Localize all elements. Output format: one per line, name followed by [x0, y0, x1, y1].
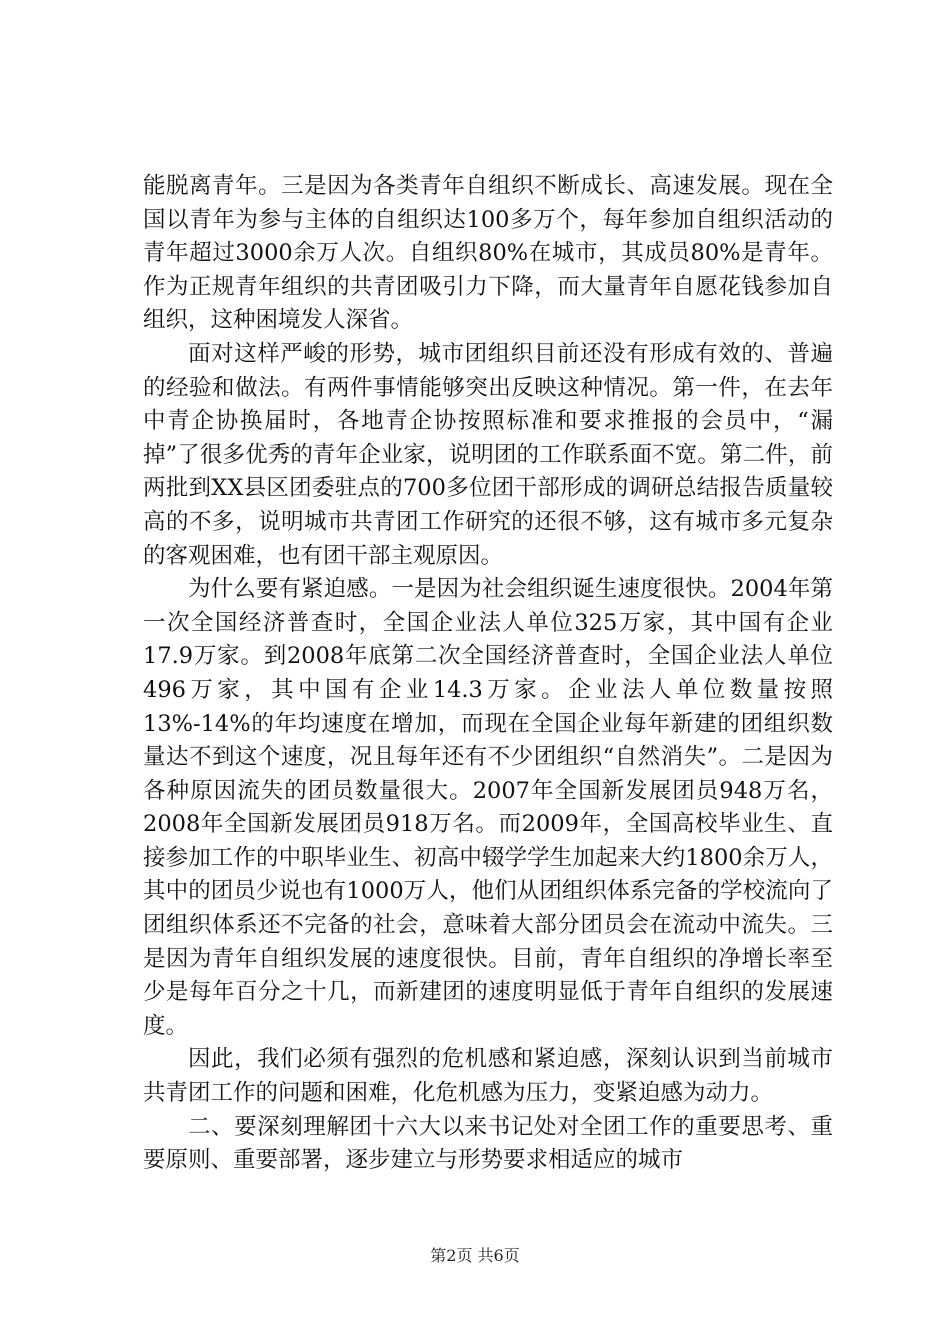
paragraph-continuation: 能脱离青年。三是因为各类青年自组织不断成长、高速发展。现在全国以青年为参与主体的自组织达100多万个，每年参加自组织活动的青年超过3000余万人次。自组织80%在城市，其成员80%是青年。作为正规青年组织的共青团吸引力下降，而大量青年自愿花钱参加自组织，这种困境发人深省。	[143, 173, 833, 334]
paragraph-conclusion: 因此，我们必须有强烈的危机感和紧迫感，深刻认识到当前城市共青团工作的问题和困难，化危机感为压力，变紧迫感为动力。	[143, 1046, 833, 1107]
page-footer: 第2页 共6页	[430, 1246, 520, 1265]
paragraph-situation: 面对这样严峻的形势，城市团组织目前还没有形成有效的、普遍的经验和做法。有两件事情能够突出反映这种情况。第一件，在去年中青企协换届时，各地青企协按照标准和要求推报的会员中，“漏掉”了很多优秀的青年企业家，说明团的工作联系面不宽。第二件，前两批到XX县区团委驻点的700多位团干部形成的调研总结报告质量较高的不多，说明城市共青团工作研究的还很不够，这有城市多元复杂的客观困难，也有团干部主观原因。	[143, 340, 833, 569]
paragraph-section-two: 二、要深刻理解团十六大以来书记处对全团工作的重要思考、重要原则、重要部署，逐步建立与形势要求相适应的城市	[143, 1113, 833, 1174]
paragraph-urgency: 为什么要有紧迫感。一是因为社会组织诞生速度很快。2004年第一次全国经济普查时，全国企业法人单位325万家，其中国有企业17.9万家。到2008年底第二次全国经济普查时，全国企业法人单位496万家，其中国有企业14.3万家。企业法人单位数量按照13%-14%的年均速度在增加，而现在全国企业每年新建的团组织数量达不到这个速度，况且每年还有不少团组织“自然消失”。二是因为各种原因流失的团员数量很大。2007年全国新发展团员948万名，2008年全国新发展团员918万名。而2009年，全国高校毕业生、直接参加工作的中职毕业生、初高中辍学学生加起来大约1800余万人，其中的团员少说也有1000万人，他们从团组织体系完备的学校流向了团组织体系还不完备的社会，意味着大部分团员会在流动中流失。三是因为青年自组织发展的速度很快。目前，青年自组织的净增长率至少是每年百分之十几，而新建团的速度明显低于青年自组织的发展速度。	[143, 576, 833, 1039]
document-body	[143, 170, 833, 1178]
